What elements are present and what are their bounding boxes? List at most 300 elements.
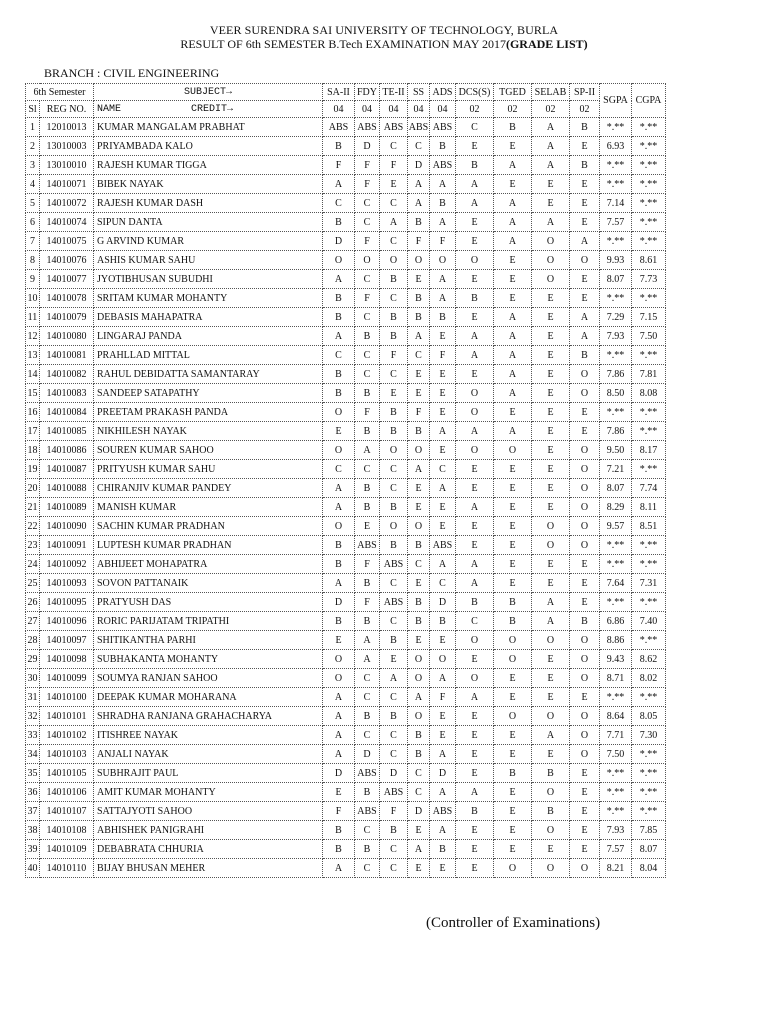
grade-cell: B bbox=[456, 156, 494, 175]
grade-cell: ABS bbox=[408, 118, 430, 137]
grade-cell: C bbox=[355, 365, 380, 384]
subject-header: SELAB bbox=[532, 84, 570, 101]
sl-cell: 40 bbox=[26, 859, 40, 878]
grade-cell: O bbox=[570, 745, 600, 764]
grade-cell: O bbox=[456, 251, 494, 270]
grade-cell: E bbox=[494, 498, 532, 517]
grade-cell: O bbox=[323, 403, 355, 422]
name-cell: JYOTIBHUSAN SUBUDHI bbox=[94, 270, 323, 289]
grade-cell: D bbox=[323, 232, 355, 251]
name-cell: DEBABRATA CHHURIA bbox=[94, 840, 323, 859]
grade-cell: C bbox=[355, 194, 380, 213]
grade-cell: F bbox=[430, 688, 456, 707]
table-row bbox=[26, 479, 666, 498]
grade-cell: C bbox=[355, 270, 380, 289]
grade-cell: E bbox=[570, 821, 600, 840]
grade-cell: E bbox=[456, 650, 494, 669]
reg-cell: 14010101 bbox=[40, 707, 94, 726]
name-cell: PRITYUSH KUMAR SAHU bbox=[94, 460, 323, 479]
grade-cell: E bbox=[494, 688, 532, 707]
reg-cell: 14010076 bbox=[40, 251, 94, 270]
sgpa-cell: 8.07 bbox=[600, 479, 632, 498]
reg-cell: 14010108 bbox=[40, 821, 94, 840]
grade-cell: E bbox=[570, 213, 600, 232]
table-row bbox=[26, 327, 666, 346]
name-cell: PREETAM PRAKASH PANDA bbox=[94, 403, 323, 422]
grade-cell: B bbox=[494, 118, 532, 137]
table-row bbox=[26, 194, 666, 213]
grade-cell: F bbox=[323, 156, 355, 175]
grade-cell: F bbox=[380, 802, 408, 821]
grade-cell: A bbox=[430, 479, 456, 498]
grade-cell: O bbox=[570, 650, 600, 669]
sl-cell: 13 bbox=[26, 346, 40, 365]
sgpa-cell: 8.71 bbox=[600, 669, 632, 688]
grade-cell: B bbox=[323, 384, 355, 403]
sgpa-cell: *.** bbox=[600, 156, 632, 175]
name-cell: ABHISHEK PANIGRAHI bbox=[94, 821, 323, 840]
grade-cell: A bbox=[430, 289, 456, 308]
grade-cell: B bbox=[323, 536, 355, 555]
grade-cell: O bbox=[456, 669, 494, 688]
sl-cell: 12 bbox=[26, 327, 40, 346]
name-cell: SIPUN DANTA bbox=[94, 213, 323, 232]
grade-cell: A bbox=[532, 726, 570, 745]
grade-cell: E bbox=[456, 517, 494, 536]
grade-cell: C bbox=[408, 783, 430, 802]
sgpa-cell: 6.86 bbox=[600, 612, 632, 631]
grade-cell: O bbox=[323, 669, 355, 688]
grade-cell: ABS bbox=[323, 118, 355, 137]
sl-cell: 11 bbox=[26, 308, 40, 327]
grade-cell: F bbox=[355, 289, 380, 308]
grade-cell: E bbox=[408, 498, 430, 517]
grade-cell: O bbox=[532, 251, 570, 270]
grade-cell: ABS bbox=[430, 802, 456, 821]
grade-cell: A bbox=[323, 270, 355, 289]
grade-cell: E bbox=[494, 574, 532, 593]
grade-cell: A bbox=[494, 232, 532, 251]
grade-cell: E bbox=[532, 289, 570, 308]
grade-cell: E bbox=[532, 403, 570, 422]
grade-cell: O bbox=[570, 859, 600, 878]
grade-cell: A bbox=[494, 308, 532, 327]
subject-header: FDY bbox=[355, 84, 380, 101]
grade-cell: O bbox=[430, 251, 456, 270]
grade-cell: B bbox=[355, 498, 380, 517]
sgpa-cell: 9.43 bbox=[600, 650, 632, 669]
cgpa-cell: 7.81 bbox=[632, 365, 666, 384]
sl-cell: 37 bbox=[26, 802, 40, 821]
grade-cell: E bbox=[430, 365, 456, 384]
cgpa-cell: 8.62 bbox=[632, 650, 666, 669]
grade-cell: E bbox=[456, 726, 494, 745]
grade-cell: B bbox=[355, 422, 380, 441]
grade-cell: ABS bbox=[430, 118, 456, 137]
name-cell: SANDEEP SATAPATHY bbox=[94, 384, 323, 403]
sl-cell: 19 bbox=[26, 460, 40, 479]
sgpa-cell: 6.93 bbox=[600, 137, 632, 156]
name-cell: DEBASIS MAHAPATRA bbox=[94, 308, 323, 327]
grade-cell: E bbox=[532, 498, 570, 517]
grade-cell: E bbox=[494, 517, 532, 536]
grade-cell: C bbox=[408, 555, 430, 574]
grade-cell: B bbox=[380, 498, 408, 517]
sl-cell: 35 bbox=[26, 764, 40, 783]
name-cell: AMIT KUMAR MOHANTY bbox=[94, 783, 323, 802]
grade-cell: E bbox=[380, 384, 408, 403]
grade-cell: C bbox=[456, 612, 494, 631]
sl-cell: 27 bbox=[26, 612, 40, 631]
grade-table-body bbox=[26, 84, 666, 878]
grade-cell: A bbox=[456, 346, 494, 365]
grade-cell: B bbox=[408, 612, 430, 631]
sgpa-cell: 9.50 bbox=[600, 441, 632, 460]
reg-cell: 14010089 bbox=[40, 498, 94, 517]
grade-cell: A bbox=[323, 574, 355, 593]
grade-cell: A bbox=[456, 194, 494, 213]
grade-cell: B bbox=[408, 213, 430, 232]
grade-cell: E bbox=[570, 840, 600, 859]
grade-cell: E bbox=[532, 669, 570, 688]
grade-cell: F bbox=[355, 175, 380, 194]
name-cell: SUBHAKANTA MOHANTY bbox=[94, 650, 323, 669]
name-cell: CHIRANJIV KUMAR PANDEY bbox=[94, 479, 323, 498]
grade-cell: B bbox=[494, 764, 532, 783]
grade-cell: E bbox=[323, 422, 355, 441]
grade-cell: B bbox=[355, 707, 380, 726]
grade-cell: C bbox=[355, 460, 380, 479]
sgpa-cell: 9.93 bbox=[600, 251, 632, 270]
grade-cell: O bbox=[408, 251, 430, 270]
grade-cell: O bbox=[532, 783, 570, 802]
table-row bbox=[26, 688, 666, 707]
sgpa-cell: 9.57 bbox=[600, 517, 632, 536]
result-title-grade-list: (GRADE LIST) bbox=[505, 37, 588, 51]
grade-cell: O bbox=[456, 403, 494, 422]
table-row bbox=[26, 251, 666, 270]
grade-cell: B bbox=[430, 137, 456, 156]
grade-cell: D bbox=[380, 764, 408, 783]
sl-cell: 29 bbox=[26, 650, 40, 669]
grade-cell: E bbox=[456, 460, 494, 479]
cgpa-header: CGPA bbox=[632, 84, 666, 118]
reg-cell: 14010082 bbox=[40, 365, 94, 384]
sgpa-cell: *.** bbox=[600, 175, 632, 194]
name-cell: PRAHLLAD MITTAL bbox=[94, 346, 323, 365]
table-row bbox=[26, 612, 666, 631]
cgpa-cell: *.** bbox=[632, 460, 666, 479]
grade-cell: E bbox=[532, 194, 570, 213]
grade-cell: A bbox=[323, 688, 355, 707]
table-row bbox=[26, 441, 666, 460]
grade-cell: E bbox=[570, 802, 600, 821]
grade-cell: B bbox=[456, 593, 494, 612]
sl-cell: 28 bbox=[26, 631, 40, 650]
sgpa-cell: 7.93 bbox=[600, 821, 632, 840]
name-header: NAME bbox=[97, 103, 122, 115]
grade-cell: E bbox=[380, 650, 408, 669]
reg-cell: 13010003 bbox=[40, 137, 94, 156]
grade-table bbox=[25, 83, 666, 878]
grade-cell: C bbox=[355, 688, 380, 707]
sgpa-cell: 7.14 bbox=[600, 194, 632, 213]
sgpa-cell: *.** bbox=[600, 783, 632, 802]
subject-header: TE-II bbox=[380, 84, 408, 101]
grade-cell: E bbox=[408, 479, 430, 498]
sl-cell: 24 bbox=[26, 555, 40, 574]
name-cell: KUMAR MANGALAM PRABHAT bbox=[94, 118, 323, 137]
grade-cell: O bbox=[408, 441, 430, 460]
sl-cell: 25 bbox=[26, 574, 40, 593]
grade-cell: A bbox=[430, 213, 456, 232]
grade-cell: B bbox=[494, 593, 532, 612]
grade-cell: E bbox=[456, 308, 494, 327]
grade-cell: A bbox=[494, 327, 532, 346]
cgpa-cell: 8.04 bbox=[632, 859, 666, 878]
grade-cell: D bbox=[355, 745, 380, 764]
sl-cell: 36 bbox=[26, 783, 40, 802]
grade-cell: B bbox=[323, 289, 355, 308]
grade-cell: E bbox=[570, 422, 600, 441]
grade-cell: B bbox=[323, 821, 355, 840]
grade-cell: A bbox=[532, 213, 570, 232]
grade-cell: B bbox=[380, 270, 408, 289]
grade-cell: C bbox=[323, 460, 355, 479]
grade-cell: C bbox=[380, 840, 408, 859]
grade-cell: D bbox=[408, 156, 430, 175]
sgpa-cell: 7.57 bbox=[600, 840, 632, 859]
reg-cell: 14010088 bbox=[40, 479, 94, 498]
grade-cell: O bbox=[570, 707, 600, 726]
name-cell: DEEPAK KUMAR MOHARANA bbox=[94, 688, 323, 707]
grade-cell: B bbox=[408, 422, 430, 441]
credit-value: 04 bbox=[323, 101, 355, 118]
credit-value: 04 bbox=[380, 101, 408, 118]
sgpa-cell: 7.93 bbox=[600, 327, 632, 346]
cgpa-cell: 8.51 bbox=[632, 517, 666, 536]
name-cell: G ARVIND KUMAR bbox=[94, 232, 323, 251]
cgpa-cell: *.** bbox=[632, 593, 666, 612]
grade-cell: C bbox=[430, 574, 456, 593]
cgpa-cell: 8.11 bbox=[632, 498, 666, 517]
reg-cell: 13010010 bbox=[40, 156, 94, 175]
table-row bbox=[26, 859, 666, 878]
sl-cell: 18 bbox=[26, 441, 40, 460]
grade-cell: F bbox=[355, 593, 380, 612]
grade-cell: E bbox=[408, 859, 430, 878]
name-credit-header bbox=[94, 101, 323, 118]
sl-header: Sl bbox=[26, 101, 40, 118]
grade-cell: A bbox=[430, 821, 456, 840]
grade-cell: B bbox=[323, 612, 355, 631]
grade-cell: E bbox=[570, 555, 600, 574]
grade-cell: E bbox=[570, 574, 600, 593]
grade-cell: O bbox=[570, 460, 600, 479]
sgpa-cell: 8.07 bbox=[600, 270, 632, 289]
grade-cell: E bbox=[430, 707, 456, 726]
grade-cell: O bbox=[570, 517, 600, 536]
grade-cell: B bbox=[323, 555, 355, 574]
grade-cell: A bbox=[323, 498, 355, 517]
cgpa-cell: *.** bbox=[632, 194, 666, 213]
sl-cell: 33 bbox=[26, 726, 40, 745]
branch-label: BRANCH : CIVIL ENGINEERING bbox=[44, 66, 220, 80]
subject-header: ADS bbox=[430, 84, 456, 101]
sgpa-cell: 7.57 bbox=[600, 213, 632, 232]
reg-cell: 12010013 bbox=[40, 118, 94, 137]
grade-cell: E bbox=[456, 213, 494, 232]
grade-cell: C bbox=[355, 726, 380, 745]
grade-cell: O bbox=[570, 479, 600, 498]
cgpa-cell: *.** bbox=[632, 422, 666, 441]
grade-cell: C bbox=[380, 479, 408, 498]
grade-cell: E bbox=[456, 840, 494, 859]
grade-cell: C bbox=[380, 194, 408, 213]
reg-cell: 14010074 bbox=[40, 213, 94, 232]
table-row bbox=[26, 840, 666, 859]
controller-signature: (Controller of Examinations) bbox=[426, 915, 601, 931]
grade-cell: E bbox=[532, 327, 570, 346]
grade-cell: E bbox=[570, 783, 600, 802]
grade-cell: C bbox=[380, 574, 408, 593]
reg-cell: 14010091 bbox=[40, 536, 94, 555]
grade-cell: A bbox=[355, 650, 380, 669]
reg-cell: 14010083 bbox=[40, 384, 94, 403]
grade-cell: A bbox=[532, 593, 570, 612]
sl-cell: 32 bbox=[26, 707, 40, 726]
sl-cell: 9 bbox=[26, 270, 40, 289]
grade-cell: C bbox=[355, 213, 380, 232]
grade-cell: B bbox=[456, 289, 494, 308]
grade-cell: B bbox=[494, 612, 532, 631]
grade-cell: E bbox=[532, 365, 570, 384]
grade-cell: A bbox=[355, 441, 380, 460]
name-cell: LUPTESH KUMAR PRADHAN bbox=[94, 536, 323, 555]
grade-cell: E bbox=[570, 688, 600, 707]
grade-cell: A bbox=[570, 232, 600, 251]
sl-cell: 20 bbox=[26, 479, 40, 498]
grade-cell: E bbox=[570, 137, 600, 156]
cgpa-cell: *.** bbox=[632, 156, 666, 175]
grade-cell: F bbox=[408, 403, 430, 422]
grade-cell: A bbox=[323, 707, 355, 726]
grade-cell: A bbox=[430, 745, 456, 764]
table-row bbox=[26, 745, 666, 764]
grade-cell: A bbox=[570, 308, 600, 327]
grade-cell: B bbox=[408, 745, 430, 764]
grade-cell: E bbox=[408, 384, 430, 403]
grade-cell: B bbox=[355, 327, 380, 346]
credit-value: 04 bbox=[355, 101, 380, 118]
grade-cell: A bbox=[430, 175, 456, 194]
cgpa-cell: *.** bbox=[632, 213, 666, 232]
grade-cell: E bbox=[570, 593, 600, 612]
table-row bbox=[26, 650, 666, 669]
grade-cell: O bbox=[494, 707, 532, 726]
grade-cell: B bbox=[380, 536, 408, 555]
grade-cell: E bbox=[532, 840, 570, 859]
table-row bbox=[26, 403, 666, 422]
sgpa-cell: 8.64 bbox=[600, 707, 632, 726]
grade-cell: O bbox=[570, 498, 600, 517]
sl-cell: 15 bbox=[26, 384, 40, 403]
grade-cell: E bbox=[408, 821, 430, 840]
grade-cell: B bbox=[430, 612, 456, 631]
grade-cell: A bbox=[494, 422, 532, 441]
name-cell: SOUREN KUMAR SAHOO bbox=[94, 441, 323, 460]
grade-cell: F bbox=[355, 403, 380, 422]
table-row bbox=[26, 384, 666, 403]
name-cell: BIJAY BHUSAN MEHER bbox=[94, 859, 323, 878]
grade-cell: A bbox=[532, 612, 570, 631]
grade-cell: O bbox=[456, 441, 494, 460]
cgpa-cell: *.** bbox=[632, 118, 666, 137]
credit-value: 02 bbox=[570, 101, 600, 118]
subject-header: SA-II bbox=[323, 84, 355, 101]
grade-cell: B bbox=[355, 783, 380, 802]
sgpa-cell: 7.86 bbox=[600, 365, 632, 384]
grade-cell: O bbox=[456, 631, 494, 650]
result-title bbox=[0, 37, 768, 52]
result-title-prefix: RESULT OF 6th SEMESTER B.Tech EXAMINATION MAY 2017 bbox=[180, 37, 506, 51]
table-row bbox=[26, 118, 666, 137]
grade-cell: A bbox=[408, 327, 430, 346]
grade-cell: E bbox=[494, 536, 532, 555]
grade-cell: A bbox=[323, 479, 355, 498]
grade-cell: B bbox=[355, 612, 380, 631]
grade-cell: B bbox=[323, 308, 355, 327]
grade-cell: C bbox=[408, 764, 430, 783]
grade-cell: E bbox=[408, 365, 430, 384]
reg-cell: 14010098 bbox=[40, 650, 94, 669]
grade-cell: E bbox=[532, 479, 570, 498]
grade-cell: O bbox=[494, 441, 532, 460]
grade-cell: E bbox=[430, 859, 456, 878]
grade-cell: E bbox=[494, 403, 532, 422]
grade-cell: E bbox=[532, 346, 570, 365]
table-row bbox=[26, 764, 666, 783]
cgpa-cell: 8.07 bbox=[632, 840, 666, 859]
table-row bbox=[26, 213, 666, 232]
grade-cell: B bbox=[570, 118, 600, 137]
grade-cell: E bbox=[494, 137, 532, 156]
cgpa-cell: 8.61 bbox=[632, 251, 666, 270]
grade-cell: O bbox=[570, 726, 600, 745]
grade-cell: E bbox=[532, 460, 570, 479]
cgpa-cell: *.** bbox=[632, 175, 666, 194]
grade-cell: O bbox=[408, 707, 430, 726]
sgpa-cell: 8.50 bbox=[600, 384, 632, 403]
name-cell: SRITAM KUMAR MOHANTY bbox=[94, 289, 323, 308]
sl-cell: 10 bbox=[26, 289, 40, 308]
sl-cell: 39 bbox=[26, 840, 40, 859]
sgpa-cell: *.** bbox=[600, 403, 632, 422]
sgpa-cell: *.** bbox=[600, 593, 632, 612]
reg-cell: 14010090 bbox=[40, 517, 94, 536]
name-cell: PRATYUSH DAS bbox=[94, 593, 323, 612]
reg-cell: 14010078 bbox=[40, 289, 94, 308]
grade-cell: B bbox=[430, 194, 456, 213]
reg-cell: 14010092 bbox=[40, 555, 94, 574]
grade-cell: E bbox=[456, 479, 494, 498]
grade-cell: E bbox=[570, 764, 600, 783]
grade-cell: B bbox=[355, 574, 380, 593]
table-row bbox=[26, 137, 666, 156]
grade-cell: A bbox=[494, 365, 532, 384]
table-row bbox=[26, 536, 666, 555]
grade-cell: E bbox=[456, 745, 494, 764]
